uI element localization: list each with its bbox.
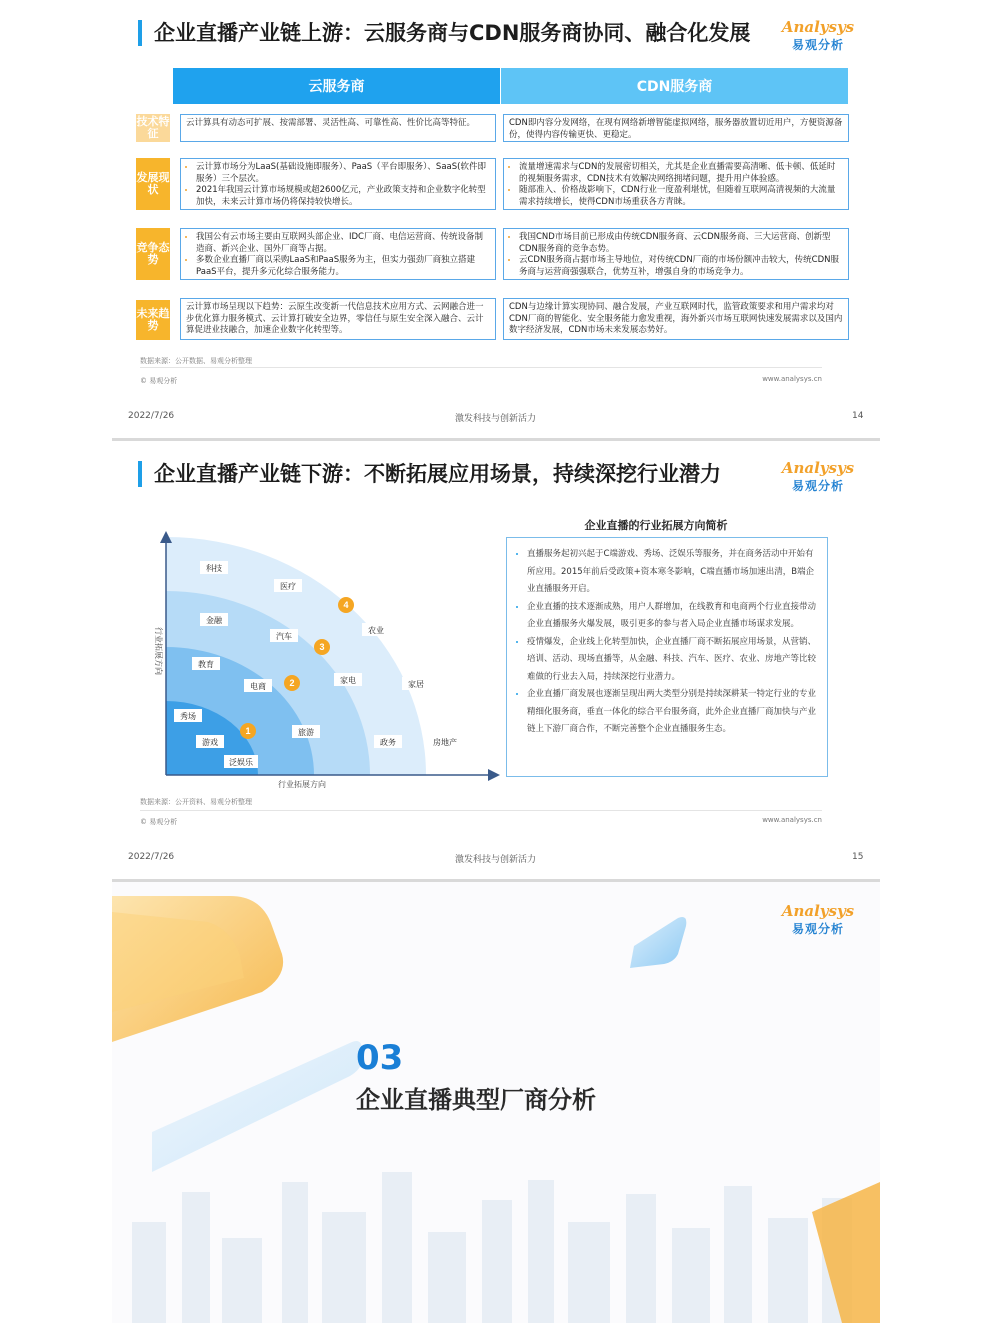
svg-text:游戏: 游戏: [202, 738, 218, 747]
tag-game: [196, 735, 224, 748]
description-box: • 直播服务起初兴起于C端游戏、秀场、泛娱乐等服务，并在商务活动中开始有所应用。2015年前后受政策+资本寒冬影响，C端直播市场加速出清，B端企业直播服务开启。 • 企业直播的技术逐渐成熟，用户人群增加，在线教育和电商两个行业直接带动企业直播服务火爆发展，吸引更多的参与者入局企业直播市场谋求发展。 • 疫情爆发，企业线上化转型加快，企业直播厂商不断拓展应用场景，从营销、培训、活动、现场直播等，从金融、科技、汽车、医疗、农业、房地产等比较难做的行业去入局，持续深挖行业潜力。 • 企业直播厂商发展也逐渐呈现出两大类型分别是持续深耕某一特定行业的专业精细化服务商，垂直一体化的综合平台服务商，此外企业直播厂商加快与产业链上下游厂商合作，不断完善整个企业直播服务生态。: [506, 537, 828, 777]
tag-show: [174, 709, 202, 722]
cell-cdn-tech: CDN即内容分发网络，在现有网络新增智能虚拟网络，服务器放置切近用户，方便资源备份，使得内容传输更快、更稳定。: [503, 114, 849, 142]
svg-text:政务: 政务: [380, 738, 396, 747]
footer-slogan: 激发科技与创新活力: [455, 414, 537, 424]
tag-finance: [200, 613, 228, 626]
cell-cloud-status: • 云计算市场分为LaaS(基础设施即服务）、PaaS（平台即服务）、SaaS(软件即服务）三个层次。 • 2021年我国云计算市场规模或超2600亿元，产业政策支持和企业数字化转型加快，未来云计算市场仍将保持较快增长。: [180, 158, 496, 210]
source-note: 数据来源：公开数据、易观分析整理: [140, 357, 252, 365]
section-divider-slide: [112, 882, 880, 1323]
svg-text:家电: 家电: [340, 676, 356, 685]
x-axis-label: 行业拓展方向: [278, 780, 326, 789]
svg-text:教育: 教育: [198, 660, 214, 669]
svg-text:旅游: 旅游: [298, 728, 314, 737]
tag-realestate: [428, 735, 462, 748]
tag-home: [402, 677, 430, 690]
cell-cdn-status: • 流量增速需求与CDN的发展密切相关，尤其是企业直播需要高清晰、低卡顿、低延时的视频服务需求，CDN技术有效解决网络拥堵问题，提升用户体验感。 • 随部准入、价格战影响下，CDN行业一度盈利堪忧，但随着互联网高清视频的大流量需求持续增长，使得CDN市场重获各方青睐。: [503, 158, 849, 210]
copyright: © 易观分析: [140, 377, 178, 385]
svg-text:家居: 家居: [408, 680, 424, 689]
cell-cdn-trend: CDN与边缘计算实现协同、融合发展，产业互联网时代，监管政策要求和用户需求均对CDN厂商的智能化、安全服务能力愈发重视，海外新兴市场互联网快速发展需求以及国内数字经济发展，CDN市场未来发展态势好。: [503, 298, 849, 340]
svg-text:泛娱乐: 泛娱乐: [229, 758, 253, 767]
analysys-logo: Analysys 易观分析: [781, 902, 855, 936]
divider: [140, 367, 822, 368]
cell-cloud-tech: 云计算具有动态可扩展、按需部署、灵活性高、可靠性高、性价比高等特征。: [180, 114, 496, 142]
row-label-competition: 竞争态势: [136, 228, 170, 280]
analysys-logo: Analysys 易观分析: [781, 459, 855, 493]
svg-text:医疗: 医疗: [280, 582, 296, 591]
svg-text:2: 2: [289, 678, 295, 688]
divider: [140, 810, 822, 811]
analysys-logo: Analysys 易观分析: [781, 18, 855, 52]
tag-entertainment: [224, 755, 258, 768]
svg-text:电商: 电商: [250, 682, 266, 691]
badge-1: [240, 723, 256, 739]
slide-title: 企业直播产业链下游：不断拓展应用场景，持续深挖行业潜力: [138, 461, 721, 487]
svg-text:汽车: 汽车: [276, 632, 292, 641]
svg-text:1: 1: [245, 726, 251, 736]
footer-date: 2022/7/26: [128, 411, 175, 421]
tag-ecommerce: [244, 679, 272, 692]
copyright: © 易观分析: [140, 818, 178, 826]
section-number: 03: [356, 1038, 404, 1078]
row-label-status: 发展现状: [136, 158, 170, 210]
tag-tech: [200, 561, 228, 574]
tag-appliance: [334, 673, 362, 686]
row-label-trend: 未来趋势: [136, 300, 170, 340]
cell-cloud-trend: 云计算市场呈现以下趋势：云原生改变新一代信息技术应用方式、云网融合进一步优化算力服务模式、云计算打破安全边界，零信任与原生安全深入融合、云计算促进业技融合，加速企业数字化转型等。: [180, 298, 496, 340]
tag-education: [192, 657, 220, 670]
y-axis-label: 行业拓展方向: [154, 627, 163, 675]
svg-text:4: 4: [343, 600, 349, 610]
badge-4: [338, 597, 354, 613]
source-note: 数据来源：公开资料、易观分析整理: [140, 798, 252, 806]
badge-2: [284, 675, 300, 691]
column-header-cdn: CDN服务商: [501, 68, 848, 104]
footer-date: 2022/7/26: [128, 852, 175, 862]
column-header-cloud: 云服务商: [173, 68, 500, 104]
svg-text:科技: 科技: [206, 564, 222, 573]
page-number: 15: [852, 852, 864, 862]
svg-text:秀场: 秀场: [180, 712, 196, 721]
badge-3: [314, 639, 330, 655]
svg-text:金融: 金融: [206, 616, 222, 625]
section-title: 企业直播典型厂商分析: [356, 1086, 596, 1114]
svg-text:房地产: 房地产: [433, 738, 457, 747]
tag-government: [374, 735, 402, 748]
tag-auto: [270, 629, 298, 642]
tag-agriculture: [362, 623, 390, 636]
site-url: www.analysys.cn: [762, 816, 822, 824]
site-url: www.analysys.cn: [762, 375, 822, 383]
description-title: 企业直播的行业拓展方向简析: [584, 519, 728, 532]
tag-medical: [274, 579, 302, 592]
row-label-tech: 技术特征: [136, 115, 170, 140]
industry-expansion-diagram: [142, 531, 522, 791]
tag-travel: [292, 725, 320, 738]
cell-cdn-competition: • 我国CND市场目前已形成由传统CDN服务商、云CDN服务商、三大运营商、创新型CDN服务商的竞争态势。 • 云CDN服务商占据市场主导地位，对传统CDN厂商的市场份额冲击较大，传统CDN服务商与运营商强强联合，优势互补，增强自身的市场竞争力。: [503, 228, 849, 280]
svg-text:农业: 农业: [368, 626, 384, 635]
footer-slogan: 激发科技与创新活力: [455, 855, 537, 865]
slide-14: [112, 0, 880, 441]
slide-15: [112, 441, 880, 882]
cell-cloud-competition: • 我国公有云市场主要由互联网头部企业、IDC厂商、电信运营商、传统设备制造商、新兴企业、国外厂商等占据。 • 多数企业直播厂商以采购LaaS和PaaS服务为主，但实力强劲厂商独立搭建PaaS平台，提升多元化综合服务能力。: [180, 228, 496, 280]
page-number: 14: [852, 411, 864, 421]
svg-text:3: 3: [319, 642, 325, 652]
slide-title: 企业直播产业链上游：云服务商与CDN服务商协同、融合化发展: [138, 20, 750, 46]
